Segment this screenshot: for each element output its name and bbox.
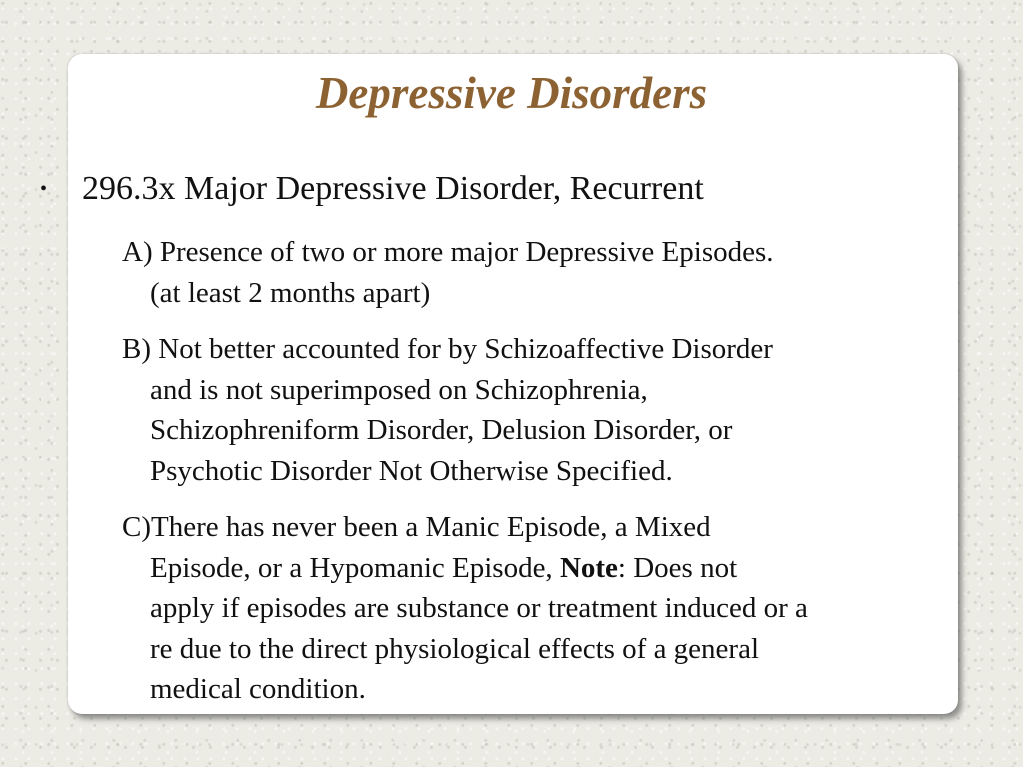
bullet-marker: • <box>40 178 48 200</box>
criterion-c-line-5: medical condition. <box>150 673 366 705</box>
criterion-c-line-3: apply if episodes are substance or treatment induced or a <box>150 592 808 624</box>
criterion-a-line-2: (at least 2 months apart) <box>150 276 431 309</box>
criterion-c-line-2 <box>122 548 977 589</box>
criterion-b-line-4: Psychotic Disorder Not Otherwise Specified. <box>150 454 673 487</box>
criterion-c-line-1: C)There has never been a Manic Episode, a Mixed <box>122 511 711 543</box>
criterion-c <box>122 507 977 710</box>
criterion-b-line-1: B) Not better accounted for by Schizoaffective Disorder <box>122 333 773 365</box>
criterion-a-line-1: A) Presence of two or more major Depressive Episodes. <box>122 236 774 268</box>
criterion-b-line-3: Schizophreniform Disorder, Delusion Disorder, or <box>150 414 733 446</box>
bullet-text: 296.3x Major Depressive Disorder, Recurrent <box>82 170 704 207</box>
criterion-b <box>122 329 977 491</box>
criterion-c-line-2-start: Episode, or a Hypomanic Episode, <box>150 551 560 584</box>
criterion-c-line-4: re due to the direct physiological effects of a general <box>150 632 760 665</box>
slide-title: Depressive Disorders <box>315 68 708 118</box>
criterion-b-line-2: and is not superimposed on Schizophrenia, <box>150 373 648 406</box>
note-label: Note <box>559 551 618 584</box>
criterion-a <box>122 232 977 313</box>
criterion-c-line-2-end: : Does not <box>617 551 738 584</box>
